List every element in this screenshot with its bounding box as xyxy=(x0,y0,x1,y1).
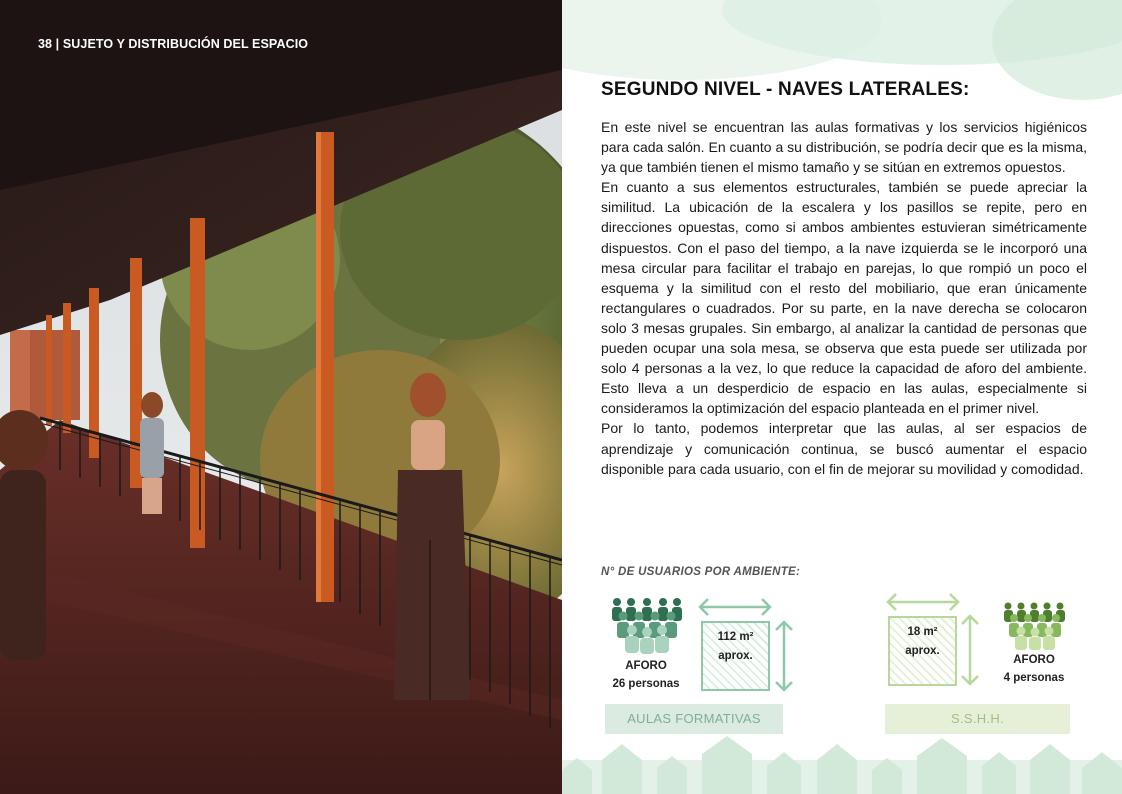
area-value: 18 m² xyxy=(907,626,938,638)
section-body xyxy=(601,117,1087,479)
height-arrow-icon xyxy=(960,612,980,688)
width-arrow-icon xyxy=(696,597,774,617)
area-value: 112 m² xyxy=(717,631,754,643)
area-note: aprox. xyxy=(905,645,940,657)
aulas-aforo xyxy=(602,657,690,693)
area-note: aprox. xyxy=(718,650,753,662)
users-heading: N° DE USUARIOS POR AMBIENTE: xyxy=(601,566,801,578)
body-paragraph: En cuanto a sus elementos estructurales, también se puede apreciar la similitud. La ubicación de la escalera y los pasillos se repite, pero en direcciones opuestas, como si ambos ambientes estuvieran simétricamente dispuestos. Con el paso del tiempo, a la nave izquierda se le incorporó una mesa circular para facilitar el trabajo en parejas, lo que rompió un poco el esquema y la similitud con el resto del mobiliario, que eran únicamente rectangulares o cuadrados. Por su parte, en la nave derecha se colocaron solo 3 mesas grupales. Sin embargo, al analizar la cantidad de personas que pueden ocupar una sola mesa, se observa que esta puede ser utilizada por solo 4 personas a la vez, lo que reduce la capacidad de aforo del ambiente. Esto lleva a un desperdicio de espacio en las aulas, especialmente si consideramos la optimización del espacio planteada en el primer nivel. xyxy=(601,179,1087,417)
sshh-area-box xyxy=(888,616,957,686)
people-group-icon xyxy=(1002,601,1066,651)
sshh-aforo xyxy=(990,651,1078,687)
people-group-icon xyxy=(610,596,684,654)
content-panel xyxy=(562,0,1122,794)
page-header: 38 | SUJETO Y DISTRIBUCIÓN DEL ESPACIO xyxy=(38,37,309,51)
height-arrow-icon xyxy=(774,618,794,694)
aforo-label: AFORO xyxy=(1013,654,1055,666)
body-paragraph: Por lo tanto, podemos interpretar que las aulas, al ser espacios de aprendizaje y comunicación continua, se buscó aumentar el espacio disponible para cada usuario, con el fin de mejorar su movilidad y comodidad. xyxy=(601,420,1087,477)
sshh-tag: S.S.H.H. xyxy=(885,704,1070,734)
aulas-tag: AULAS FORMATIVAS xyxy=(605,704,783,734)
section-title: SEGUNDO NIVEL - NAVES LATERALES: xyxy=(601,79,970,100)
aforo-value: 26 personas xyxy=(612,678,680,690)
aforo-label: AFORO xyxy=(625,660,667,672)
body-paragraph: En este nivel se encuentran las aulas formativas y los servicios higiénicos para cada salón. En cuanto a su distribución, se podría decir que es la misma, ya que también tienen el mismo tamaño y se sitúan en extremos opuestos. xyxy=(601,119,1087,176)
town-silhouette-decoration xyxy=(562,730,1122,794)
aulas-area-box xyxy=(701,621,770,691)
aforo-value: 4 personas xyxy=(1003,672,1065,684)
width-arrow-icon xyxy=(884,592,962,612)
